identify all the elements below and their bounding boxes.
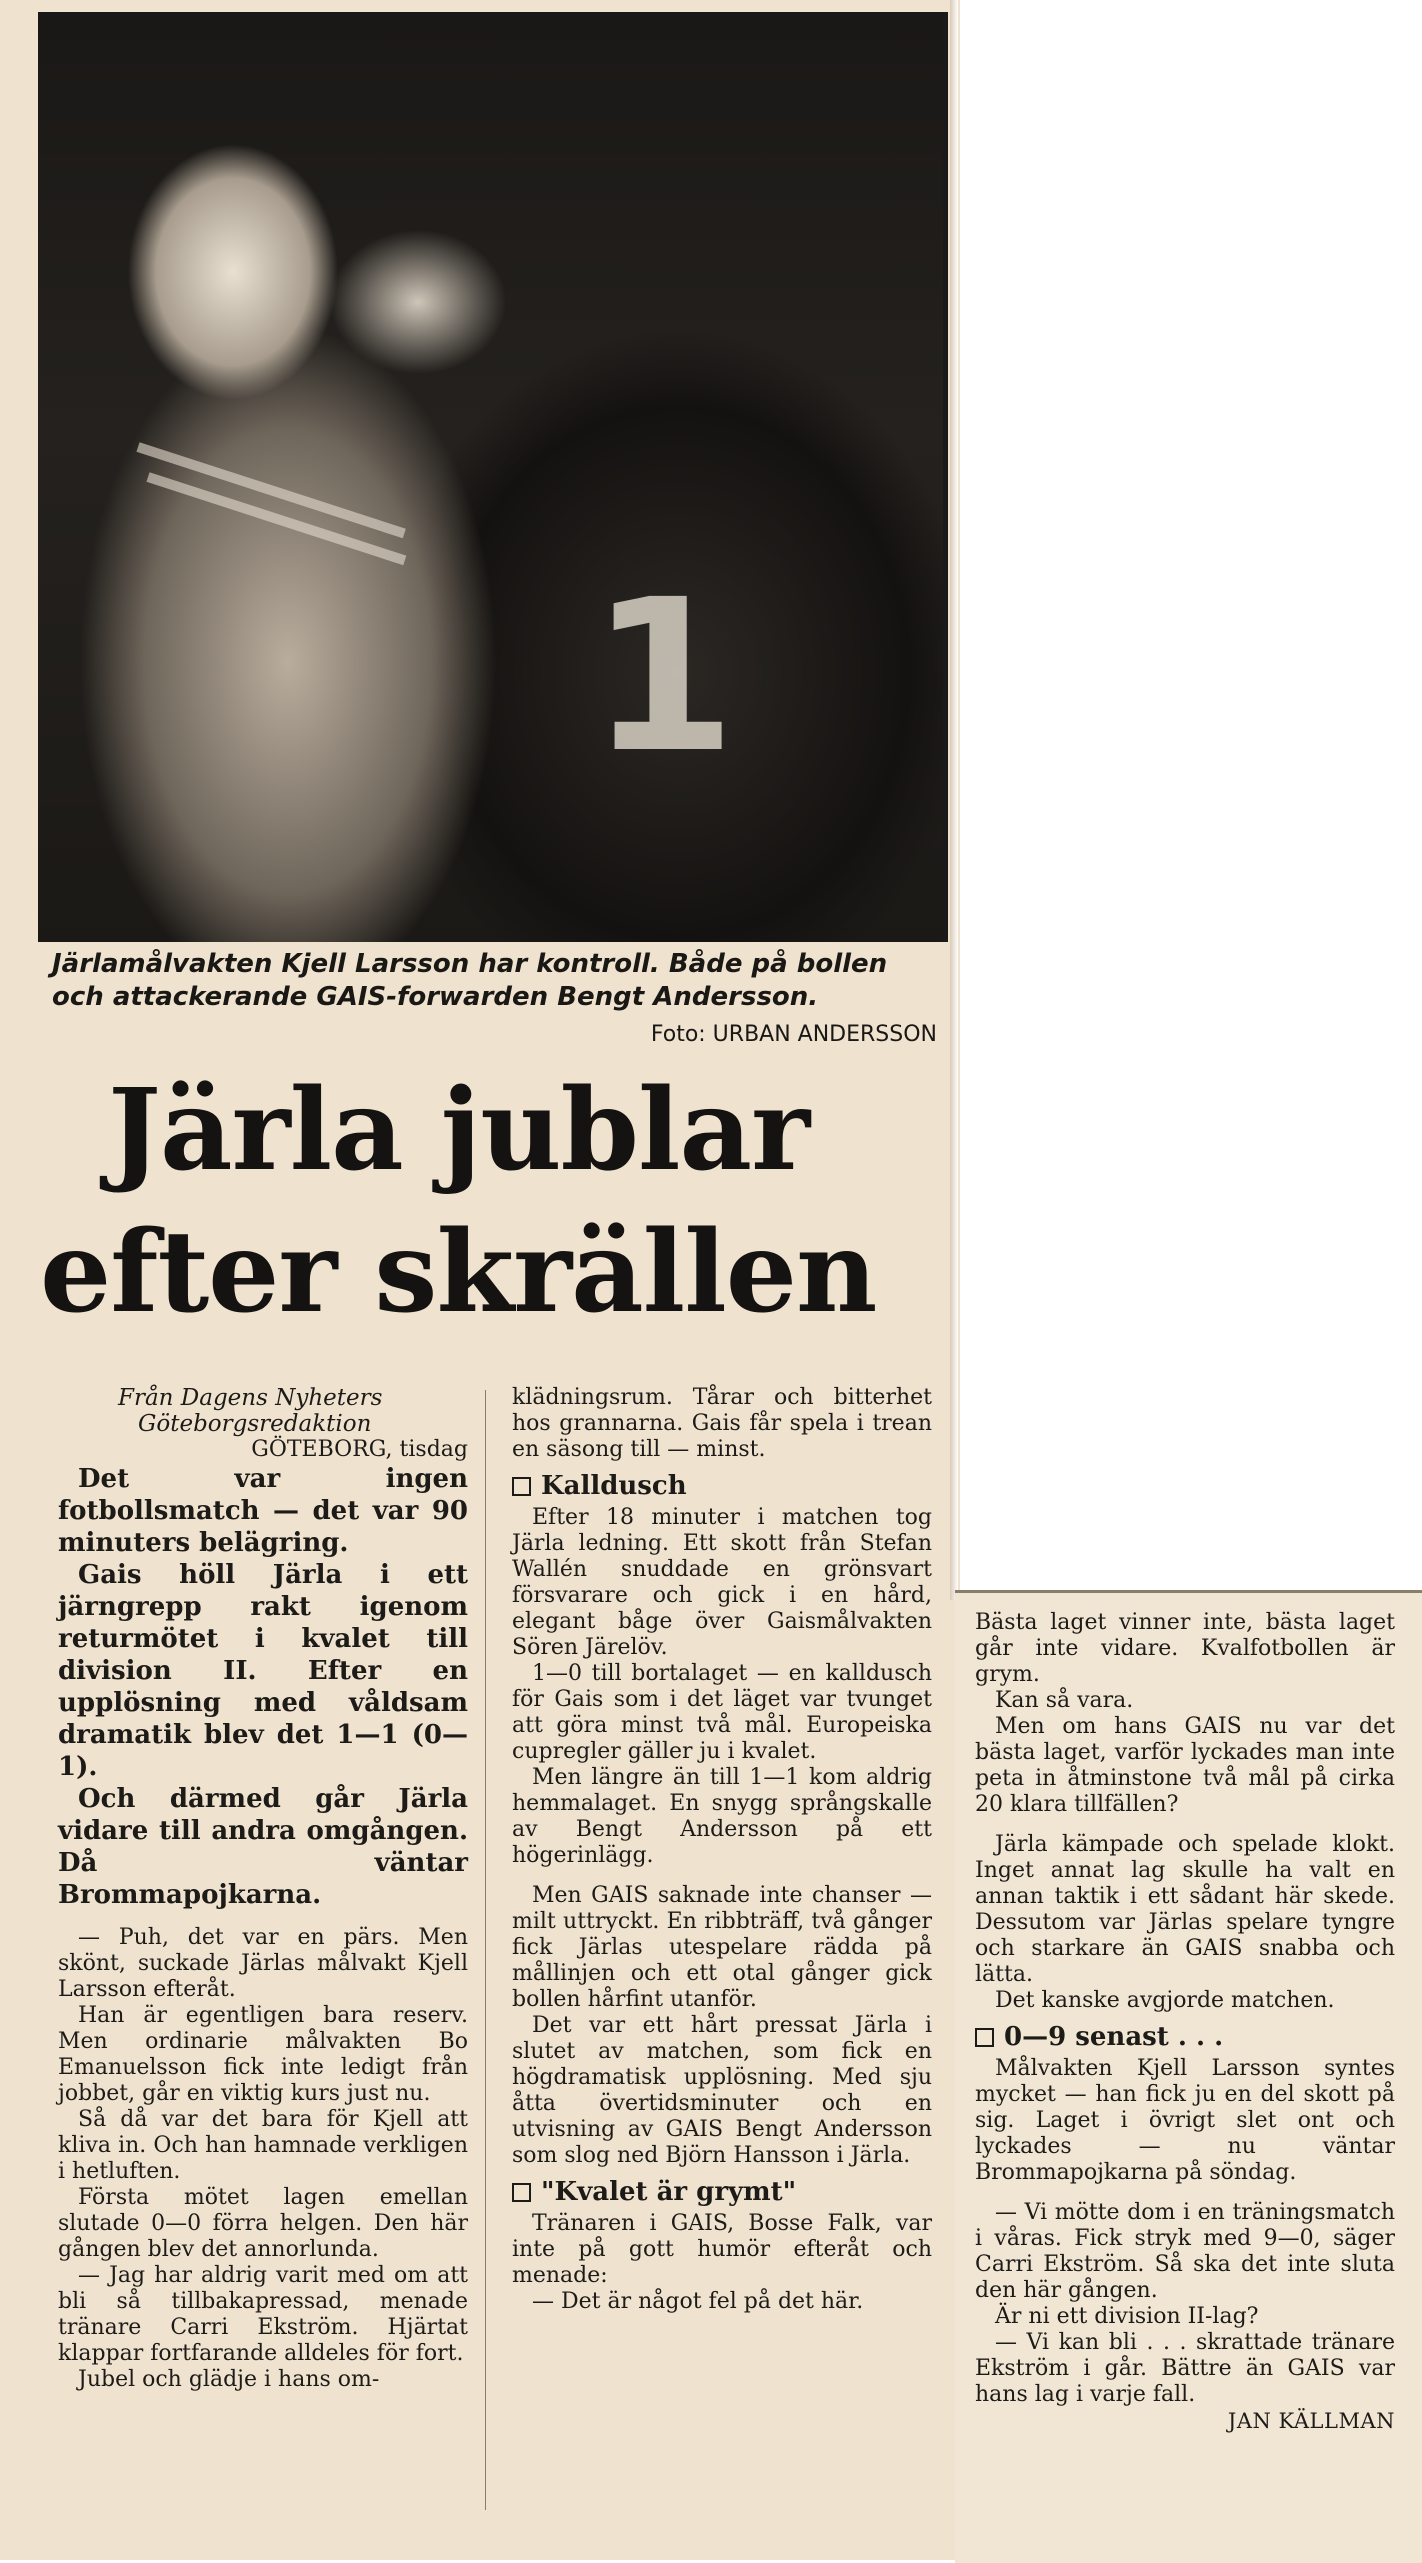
headline xyxy=(40,1060,940,1344)
byline-source-2: Göteborgsredaktion xyxy=(138,1411,372,1437)
lead-paragraph: Och därmed går Järla vidare till andra omgången. Då väntar Brommapojkarna. xyxy=(58,1784,468,1910)
photo-credit: Foto: URBAN ANDERSSON xyxy=(650,1022,937,1047)
body-paragraph: — Jag har aldrig varit med om att bli så tillbakapressad, menade tränare Carri Ekström. Hjärtat klappar fortfarande alldeles för fort. xyxy=(58,2263,468,2366)
body-paragraph: klädningsrum. Tårar och bitterhet hos grannarna. Gais får spela i trean en säsong till — minst. xyxy=(512,1385,932,1462)
clipping-edge xyxy=(950,0,958,1600)
article-column-2 xyxy=(512,1385,932,2315)
body-paragraph: Målvakten Kjell Larsson syntes mycket — han fick ju en del skott på sig. Laget i övrigt slet ont och lyckades — nu väntar Brommapojkarna på söndag. xyxy=(975,2056,1395,2185)
subhead-text: 0—9 senast . . . xyxy=(1004,2022,1224,2052)
body-paragraph: Bästa laget vinner inte, bästa laget går inte vidare. Kvalfotbollen är grym. xyxy=(975,1610,1395,1687)
body-paragraph: Men längre än till 1—1 kom aldrig hemmalaget. En snygg språngskalle av Bengt Andersson på ett högerinlägg. xyxy=(512,1765,932,1868)
article-column-1 xyxy=(58,1385,468,2393)
byline-source-1: Från Dagens Nyheters xyxy=(118,1385,383,1411)
body-paragraph: Han är egentligen bara reserv. Men ordinarie målvakten Bo Emanuelsson fick inte ledigt från jobbet, går en viktig kurs just nu. xyxy=(58,2003,468,2106)
body-paragraph: — Vi mötte dom i en träningsmatch i våras. Fick stryk med 9—0, säger Carri Ekström. Så ska det inte sluta den här gången. xyxy=(975,2200,1395,2303)
headline-line-2: efter skrällen xyxy=(40,1207,877,1338)
lead-paragraph: Det var ingen fotbollsmatch — det var 90 minuters belägring. xyxy=(58,1464,468,1558)
body-paragraph: Det var ett hårt pressat Järla i slutet av matchen, som fick en högdramatisk upplösning. Med sju åtta övertidsminuter och en utvisning av GAIS Bengt Andersson som slog ned Björn Hansson i Järla. xyxy=(512,2013,932,2168)
body-paragraph: — Vi kan bli . . . skrattade tränare Ekström i går. Bättre än GAIS var hans lag i varje fall. xyxy=(975,2330,1395,2407)
subhead-kvalet xyxy=(512,2179,932,2205)
headline-line-1: Järla jublar xyxy=(108,1065,810,1196)
subhead-senast xyxy=(975,2024,1395,2050)
body-paragraph: Järla kämpade och spelade klokt. Inget annat lag skulle ha valt en annan taktik i ett sådant här skede. Dessutom var Järlas spelare tyngre och starkare än GAIS snabba och lätta. xyxy=(975,1832,1395,1987)
body-paragraph: — Det är något fel på det här. xyxy=(532,2289,864,2314)
body-paragraph: Så då var det bara för Kjell att kliva in. Och han hamnade verkligen i hetluften. xyxy=(58,2107,468,2184)
body-paragraph: Men GAIS saknade inte chanser — milt uttryckt. En ribbträff, två gånger fick Järlas utespelare rädda på mållinjen och ett otal gånger gick bollen hårfint utanför. xyxy=(512,1883,932,2012)
subhead-box-icon xyxy=(512,1477,531,1496)
body-paragraph: Kan så vara. xyxy=(995,1688,1134,1713)
caption-text: Järlamålvakten Kjell Larsson har kontroll. Både på bollen och attackerande GAIS-forwarden Bengt Andersson. xyxy=(52,949,888,1012)
photo-shirt-number: 1 xyxy=(589,554,737,799)
article-column-3 xyxy=(975,1610,1395,2434)
column-divider xyxy=(485,1390,486,2510)
subhead-box-icon xyxy=(512,2183,531,2202)
body-paragraph: Det kanske avgjorde matchen. xyxy=(995,1988,1335,2013)
photo-caption xyxy=(52,948,937,1051)
body-paragraph: 1—0 till bortalaget — en kalldusch för Gais som i det läget var tvunget att göra minst två mål. Europeiska cupregler gäller ju i kvalet. xyxy=(512,1661,932,1764)
body-paragraph: Jubel och glädje i hans om- xyxy=(78,2367,380,2392)
dateline: GÖTEBORG, tisdag xyxy=(251,1437,468,1462)
body-paragraph: Är ni ett division II-lag? xyxy=(995,2304,1259,2329)
subhead-text: "Kvalet är grymt" xyxy=(541,2177,797,2207)
author-signature: JAN KÄLLMAN xyxy=(1227,2409,1395,2433)
subhead-kalldusch xyxy=(512,1473,932,1499)
subhead-text: Kalldusch xyxy=(541,1471,687,1501)
body-paragraph: — Puh, det var en pärs. Men skönt, suckade Järlas målvakt Kjell Larsson efteråt. xyxy=(58,1925,468,2002)
body-paragraph: Första mötet lagen emellan slutade 0—0 förra helgen. Den här gången blev det annorlunda. xyxy=(58,2185,468,2262)
article-photo xyxy=(38,12,948,942)
body-paragraph: Men om hans GAIS nu var det bästa laget, varför lyckades man inte peta in åtminstone två mål på cirka 20 klara tillfällen? xyxy=(975,1714,1395,1817)
body-paragraph: Tränaren i GAIS, Bosse Falk, var inte på gott humör efteråt och menade: xyxy=(512,2211,932,2288)
lead-paragraph: Gais höll Järla i ett järngrepp rakt igenom returmötet i kvalet till division II. Efter en upplösning med våldsam dramatik blev det 1—1 (0—1). xyxy=(58,1560,468,1782)
body-paragraph: Efter 18 minuter i matchen tog Järla ledning. Ett skott från Stefan Wallén snuddade en grönsvart försvarare och gick i en hård, elegant båge över Gaismålvakten Sören Järelöv. xyxy=(512,1505,932,1660)
subhead-box-icon xyxy=(975,2028,994,2047)
